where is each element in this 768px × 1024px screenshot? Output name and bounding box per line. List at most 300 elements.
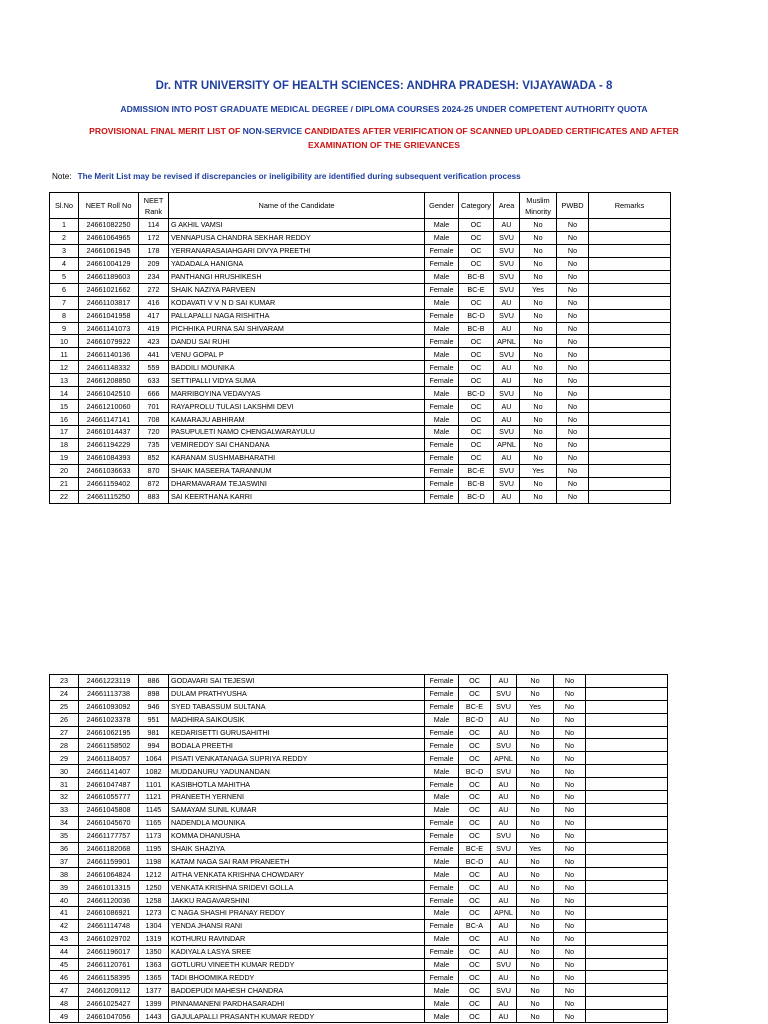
cell-candidate-name: SAI KEERTHANA KARRI xyxy=(169,490,425,503)
cell-remarks xyxy=(586,907,668,920)
cell-rank: 883 xyxy=(139,490,169,503)
cell-roll-no: 24661120761 xyxy=(79,958,139,971)
cell-candidate-name: PASUPULETI NAMO CHENGALWARAYULU xyxy=(169,426,425,439)
table-row xyxy=(50,451,671,464)
cell-remarks xyxy=(586,713,668,726)
cell-candidate-name: MARRIBOYINA VEDAVYAS xyxy=(169,387,425,400)
cell-area: AU xyxy=(491,894,517,907)
cell-muslim-minority: No xyxy=(520,387,557,400)
table-row xyxy=(50,270,671,283)
table-row xyxy=(50,477,671,490)
cell-candidate-name: KEDARISETTI GURUSAHITHI xyxy=(169,726,425,739)
cell-remarks xyxy=(586,675,668,688)
cell-gender: Female xyxy=(425,881,459,894)
cell-slno: 42 xyxy=(50,919,79,932)
cell-pwbd: No xyxy=(557,296,589,309)
table-row xyxy=(50,971,668,984)
cell-category: OC xyxy=(459,438,494,451)
cell-candidate-name: BADDILI MOUNIKA xyxy=(169,361,425,374)
cell-gender: Male xyxy=(425,984,459,997)
cell-muslim-minority: No xyxy=(517,958,554,971)
cell-area: AU xyxy=(491,803,517,816)
cell-rank: 735 xyxy=(139,438,169,451)
cell-muslim-minority: No xyxy=(517,919,554,932)
cell-area: SVU xyxy=(494,244,520,257)
cell-roll-no: 24661210060 xyxy=(79,400,139,413)
cell-rank: 720 xyxy=(139,426,169,439)
cell-muslim-minority: No xyxy=(520,413,557,426)
cell-muslim-minority: Yes xyxy=(517,700,554,713)
cell-candidate-name: YADADALA HANIGNA xyxy=(169,257,425,270)
table-row xyxy=(50,739,668,752)
cell-pwbd: No xyxy=(554,713,586,726)
cell-roll-no: 24661025427 xyxy=(79,997,139,1010)
table-row xyxy=(50,700,668,713)
cell-candidate-name: SETTIPALLI VIDYA SUMA xyxy=(169,374,425,387)
table-row xyxy=(50,894,668,907)
cell-muslim-minority: No xyxy=(520,400,557,413)
cell-candidate-name: DANDU SAI RUHI xyxy=(169,335,425,348)
cell-rank: 272 xyxy=(139,283,169,296)
cell-candidate-name: KODAVATI V V N D SAI KUMAR xyxy=(169,296,425,309)
cell-area: AU xyxy=(491,919,517,932)
cell-candidate-name: BODALA PREETHI xyxy=(169,739,425,752)
cell-area: SVU xyxy=(491,700,517,713)
cell-category: OC xyxy=(459,752,491,765)
cell-category: OC xyxy=(459,413,494,426)
cell-muslim-minority: No xyxy=(520,257,557,270)
cell-rank: 1319 xyxy=(139,932,169,945)
cell-remarks xyxy=(586,984,668,997)
cell-candidate-name: DHARMAVARAM TEJASWINI xyxy=(169,477,425,490)
cell-area: AU xyxy=(491,791,517,804)
cell-candidate-name: JAKKU RAGAVARSHINI xyxy=(169,894,425,907)
table-row xyxy=(50,335,671,348)
cell-gender: Male xyxy=(425,219,459,232)
cell-roll-no: 24661064824 xyxy=(79,868,139,881)
cell-candidate-name: GODAVARI SAI TEJESWI xyxy=(169,675,425,688)
cell-pwbd: No xyxy=(554,984,586,997)
cell-candidate-name: KOTHURU RAVINDAR xyxy=(169,932,425,945)
cell-rank: 423 xyxy=(139,335,169,348)
cell-slno: 2 xyxy=(50,231,79,244)
cell-muslim-minority: No xyxy=(517,675,554,688)
col-header-minority: Muslim Minority xyxy=(520,193,557,219)
cell-gender: Male xyxy=(425,791,459,804)
cell-slno: 10 xyxy=(50,335,79,348)
cell-area: SVU xyxy=(494,309,520,322)
cell-gender: Male xyxy=(425,997,459,1010)
cell-area: SVU xyxy=(494,477,520,490)
cell-category: OC xyxy=(459,335,494,348)
cell-remarks xyxy=(586,855,668,868)
cell-remarks xyxy=(589,400,671,413)
cell-muslim-minority: No xyxy=(520,426,557,439)
merit-table-page1 xyxy=(49,192,671,504)
cell-rank: 872 xyxy=(139,477,169,490)
cell-gender: Male xyxy=(425,322,459,335)
cell-muslim-minority: No xyxy=(517,829,554,842)
cell-gender: Male xyxy=(425,1010,459,1023)
table-row xyxy=(50,791,668,804)
cell-area: AU xyxy=(494,490,520,503)
cell-muslim-minority: No xyxy=(520,309,557,322)
cell-area: AU xyxy=(491,713,517,726)
cell-roll-no: 24661079922 xyxy=(79,335,139,348)
cell-remarks xyxy=(589,348,671,361)
cell-candidate-name: PISATI VENKATANAGA SUPRIYA REDDY xyxy=(169,752,425,765)
cell-muslim-minority: Yes xyxy=(520,283,557,296)
cell-remarks xyxy=(589,426,671,439)
cell-roll-no: 24661177757 xyxy=(79,829,139,842)
cell-roll-no: 24661062195 xyxy=(79,726,139,739)
cell-area: AU xyxy=(491,855,517,868)
cell-remarks xyxy=(586,778,668,791)
cell-area: AU xyxy=(491,945,517,958)
cell-muslim-minority: No xyxy=(517,803,554,816)
cell-rank: 1273 xyxy=(139,907,169,920)
cell-category: BC-D xyxy=(459,309,494,322)
cell-candidate-name: GAJULAPALLI PRASANTH KUMAR REDDY xyxy=(169,1010,425,1023)
cell-gender: Female xyxy=(425,451,459,464)
cell-gender: Male xyxy=(425,387,459,400)
cell-slno: 41 xyxy=(50,907,79,920)
cell-pwbd: No xyxy=(554,778,586,791)
cell-roll-no: 24661209112 xyxy=(79,984,139,997)
cell-remarks xyxy=(589,309,671,322)
cell-remarks xyxy=(589,451,671,464)
cell-slno: 15 xyxy=(50,400,79,413)
cell-pwbd: No xyxy=(557,451,589,464)
cell-muslim-minority: No xyxy=(517,752,554,765)
cell-gender: Female xyxy=(425,726,459,739)
cell-category: BC-D xyxy=(459,713,491,726)
cell-slno: 25 xyxy=(50,700,79,713)
cell-pwbd: No xyxy=(554,739,586,752)
cell-candidate-name: KATAM NAGA SAI RAM PRANEETH xyxy=(169,855,425,868)
cell-category: OC xyxy=(459,219,494,232)
cell-category: OC xyxy=(459,426,494,439)
cell-roll-no: 24661103817 xyxy=(79,296,139,309)
cell-slno: 32 xyxy=(50,791,79,804)
cell-slno: 21 xyxy=(50,477,79,490)
cell-candidate-name: VENNAPUSA CHANDRA SEKHAR REDDY xyxy=(169,231,425,244)
cell-gender: Female xyxy=(425,464,459,477)
cell-area: AU xyxy=(494,296,520,309)
cell-slno: 5 xyxy=(50,270,79,283)
cell-category: OC xyxy=(459,231,494,244)
cell-category: OC xyxy=(459,971,491,984)
cell-muslim-minority: No xyxy=(520,322,557,335)
cell-gender: Female xyxy=(425,400,459,413)
cell-area: AU xyxy=(491,778,517,791)
table-row xyxy=(50,400,671,413)
cell-rank: 701 xyxy=(139,400,169,413)
cell-candidate-name: YENDA JHANSI RANI xyxy=(169,919,425,932)
cell-slno: 4 xyxy=(50,257,79,270)
cell-pwbd: No xyxy=(554,907,586,920)
cell-pwbd: No xyxy=(554,752,586,765)
cell-remarks xyxy=(589,413,671,426)
col-header-pwbd: PWBD xyxy=(557,193,589,219)
cell-candidate-name: KAMARAJU ABHIRAM xyxy=(169,413,425,426)
cell-candidate-name: SHAIK MASEERA TARANNUM xyxy=(169,464,425,477)
col-header-gender: Gender xyxy=(425,193,459,219)
cell-category: OC xyxy=(459,374,494,387)
cell-area: AU xyxy=(491,816,517,829)
cell-area: SVU xyxy=(491,829,517,842)
cell-slno: 48 xyxy=(50,997,79,1010)
cell-muslim-minority: No xyxy=(517,932,554,945)
cell-pwbd: No xyxy=(557,374,589,387)
cell-gender: Male xyxy=(425,426,459,439)
cell-roll-no: 24661115250 xyxy=(79,490,139,503)
cell-candidate-name: C NAGA SHASHI PRANAY REDDY xyxy=(169,907,425,920)
cell-candidate-name: YERRANARASAIAHGARI DIVYA PREETHI xyxy=(169,244,425,257)
cell-gender: Male xyxy=(425,413,459,426)
cell-pwbd: No xyxy=(557,283,589,296)
table-row xyxy=(50,322,671,335)
cell-gender: Female xyxy=(425,309,459,322)
cell-category: BC-A xyxy=(459,919,491,932)
cell-muslim-minority: No xyxy=(517,894,554,907)
cell-gender: Female xyxy=(425,361,459,374)
cell-rank: 981 xyxy=(139,726,169,739)
table-row xyxy=(50,713,668,726)
cell-pwbd: No xyxy=(557,490,589,503)
table-row xyxy=(50,919,668,932)
cell-muslim-minority: No xyxy=(520,361,557,374)
cell-pwbd: No xyxy=(554,803,586,816)
cell-slno: 31 xyxy=(50,778,79,791)
cell-slno: 40 xyxy=(50,894,79,907)
cell-rank: 1212 xyxy=(139,868,169,881)
col-header-area: Area xyxy=(494,193,520,219)
col-header-roll: NEET Roll No xyxy=(79,193,139,219)
cell-pwbd: No xyxy=(557,413,589,426)
cell-area: SVU xyxy=(491,842,517,855)
cell-rank: 417 xyxy=(139,309,169,322)
cell-roll-no: 24661140136 xyxy=(79,348,139,361)
cell-category: OC xyxy=(459,1010,491,1023)
cell-remarks xyxy=(586,726,668,739)
cell-rank: 416 xyxy=(139,296,169,309)
document-title: Dr. NTR UNIVERSITY OF HEALTH SCIENCES: ANDHRA PRADESH: VIJAYAWADA - 8 xyxy=(155,80,613,92)
table-row xyxy=(50,231,671,244)
cell-rank: 1173 xyxy=(139,829,169,842)
cell-remarks xyxy=(586,791,668,804)
cell-gender: Female xyxy=(425,829,459,842)
cell-slno: 39 xyxy=(50,881,79,894)
cell-area: APNL xyxy=(491,907,517,920)
cell-slno: 28 xyxy=(50,739,79,752)
table-row xyxy=(50,868,668,881)
cell-area: SVU xyxy=(491,687,517,700)
cell-remarks xyxy=(586,803,668,816)
cell-area: AU xyxy=(494,413,520,426)
cell-category: BC-D xyxy=(459,855,491,868)
cell-muslim-minority: No xyxy=(520,244,557,257)
cell-rank: 1121 xyxy=(139,791,169,804)
cell-gender: Female xyxy=(425,490,459,503)
cell-gender: Female xyxy=(425,778,459,791)
cell-category: OC xyxy=(459,257,494,270)
cell-rank: 994 xyxy=(139,739,169,752)
cell-category: BC-D xyxy=(459,765,491,778)
table-row xyxy=(50,296,671,309)
table-row xyxy=(50,752,668,765)
cell-area: AU xyxy=(491,997,517,1010)
cell-rank: 666 xyxy=(139,387,169,400)
cell-candidate-name: VENKATA KRISHNA SRIDEVI GOLLA xyxy=(169,881,425,894)
cell-roll-no: 24661158502 xyxy=(79,739,139,752)
cell-rank: 1365 xyxy=(139,971,169,984)
cell-pwbd: No xyxy=(557,361,589,374)
cell-pwbd: No xyxy=(557,348,589,361)
cell-area: SVU xyxy=(491,739,517,752)
cell-roll-no: 24661196017 xyxy=(79,945,139,958)
cell-candidate-name: VEMIREDDY SAI CHANDANA xyxy=(169,438,425,451)
cell-muslim-minority: No xyxy=(517,687,554,700)
table-row xyxy=(50,984,668,997)
cell-gender: Female xyxy=(425,945,459,958)
note-text: The Merit List may be revised if discrepancies or ineligibility are identified during subsequent verification process xyxy=(77,172,521,181)
cell-muslim-minority: No xyxy=(517,778,554,791)
cell-muslim-minority: Yes xyxy=(517,842,554,855)
cell-candidate-name: SAMAYAM SUNIL KUMAR xyxy=(169,803,425,816)
note-label: Note: xyxy=(52,172,72,181)
cell-remarks xyxy=(586,700,668,713)
table-row xyxy=(50,881,668,894)
cell-roll-no: 24661120036 xyxy=(79,894,139,907)
cell-rank: 1064 xyxy=(139,752,169,765)
cell-roll-no: 24661061945 xyxy=(79,244,139,257)
cell-pwbd: No xyxy=(557,387,589,400)
cell-remarks xyxy=(589,231,671,244)
cell-gender: Female xyxy=(425,752,459,765)
cell-remarks xyxy=(589,322,671,335)
cell-slno: 46 xyxy=(50,971,79,984)
cell-rank: 234 xyxy=(139,270,169,283)
cell-muslim-minority: No xyxy=(517,868,554,881)
cell-pwbd: No xyxy=(554,932,586,945)
cell-candidate-name: GOTLURU VINEETH KUMAR REDDY xyxy=(169,958,425,971)
cell-remarks xyxy=(589,270,671,283)
cell-gender: Female xyxy=(425,919,459,932)
cell-gender: Female xyxy=(425,687,459,700)
cell-remarks xyxy=(586,881,668,894)
cell-remarks xyxy=(589,335,671,348)
cell-muslim-minority: No xyxy=(517,765,554,778)
heading-part3: CANDIDATES AFTER VERIFICATION OF SCANNED UPLOADED CERTIFICATES AND AFTER xyxy=(302,126,679,136)
cell-roll-no: 24661045670 xyxy=(79,816,139,829)
cell-roll-no: 24661029702 xyxy=(79,932,139,945)
cell-rank: 1195 xyxy=(139,842,169,855)
cell-gender: Male xyxy=(425,296,459,309)
cell-rank: 1350 xyxy=(139,945,169,958)
cell-area: SVU xyxy=(491,958,517,971)
cell-area: AU xyxy=(491,1010,517,1023)
cell-roll-no: 24661023378 xyxy=(79,713,139,726)
cell-slno: 23 xyxy=(50,675,79,688)
cell-roll-no: 24661042510 xyxy=(79,387,139,400)
cell-category: OC xyxy=(459,907,491,920)
cell-slno: 24 xyxy=(50,687,79,700)
cell-roll-no: 24661086921 xyxy=(79,907,139,920)
cell-category: OC xyxy=(459,816,491,829)
cell-area: SVU xyxy=(494,270,520,283)
cell-candidate-name: AITHA VENKATA KRISHNA CHOWDARY xyxy=(169,868,425,881)
table-row xyxy=(50,413,671,426)
cell-muslim-minority: No xyxy=(520,296,557,309)
cell-slno: 44 xyxy=(50,945,79,958)
cell-category: OC xyxy=(459,958,491,971)
cell-pwbd: No xyxy=(554,1010,586,1023)
cell-area: AU xyxy=(491,881,517,894)
cell-candidate-name: DULAM PRATHYUSHA xyxy=(169,687,425,700)
cell-roll-no: 24661013315 xyxy=(79,881,139,894)
cell-muslim-minority: No xyxy=(517,855,554,868)
table-row xyxy=(50,997,668,1010)
cell-remarks xyxy=(586,894,668,907)
table-row xyxy=(50,842,668,855)
cell-pwbd: No xyxy=(557,335,589,348)
cell-slno: 1 xyxy=(50,219,79,232)
cell-area: APNL xyxy=(494,335,520,348)
cell-candidate-name: KASIBHOTLA MAHITHA xyxy=(169,778,425,791)
table-row xyxy=(50,687,668,700)
table-row xyxy=(50,765,668,778)
cell-remarks xyxy=(586,958,668,971)
cell-category: BC-E xyxy=(459,283,494,296)
cell-pwbd: No xyxy=(554,945,586,958)
cell-pwbd: No xyxy=(554,894,586,907)
cell-pwbd: No xyxy=(557,477,589,490)
cell-rank: 172 xyxy=(139,231,169,244)
cell-remarks xyxy=(586,1010,668,1023)
cell-pwbd: No xyxy=(557,400,589,413)
cell-muslim-minority: No xyxy=(517,713,554,726)
cell-pwbd: No xyxy=(554,816,586,829)
table-row xyxy=(50,490,671,503)
cell-candidate-name: NADENDLA MOUNIKA xyxy=(169,816,425,829)
cell-area: APNL xyxy=(491,752,517,765)
cell-roll-no: 24661141073 xyxy=(79,322,139,335)
cell-remarks xyxy=(589,490,671,503)
cell-rank: 1250 xyxy=(139,881,169,894)
cell-gender: Male xyxy=(425,907,459,920)
cell-pwbd: No xyxy=(554,997,586,1010)
cell-gender: Female xyxy=(425,257,459,270)
cell-remarks xyxy=(586,687,668,700)
cell-area: SVU xyxy=(494,231,520,244)
cell-pwbd: No xyxy=(557,219,589,232)
col-header-slno: Sl.No xyxy=(50,193,79,219)
cell-muslim-minority: No xyxy=(517,984,554,997)
cell-pwbd: No xyxy=(554,842,586,855)
cell-candidate-name: MUDDANURU YADUNANDAN xyxy=(169,765,425,778)
cell-pwbd: No xyxy=(554,687,586,700)
cell-pwbd: No xyxy=(557,464,589,477)
cell-roll-no: 24661113738 xyxy=(79,687,139,700)
cell-muslim-minority: No xyxy=(520,477,557,490)
heading-non-service: NON-SERVICE xyxy=(242,126,303,136)
table-header-row xyxy=(50,193,671,219)
table-row xyxy=(50,283,671,296)
cell-muslim-minority: No xyxy=(520,374,557,387)
cell-candidate-name: PICHHIKA PURNA SAI SHIVARAM xyxy=(169,322,425,335)
cell-roll-no: 24661082250 xyxy=(79,219,139,232)
